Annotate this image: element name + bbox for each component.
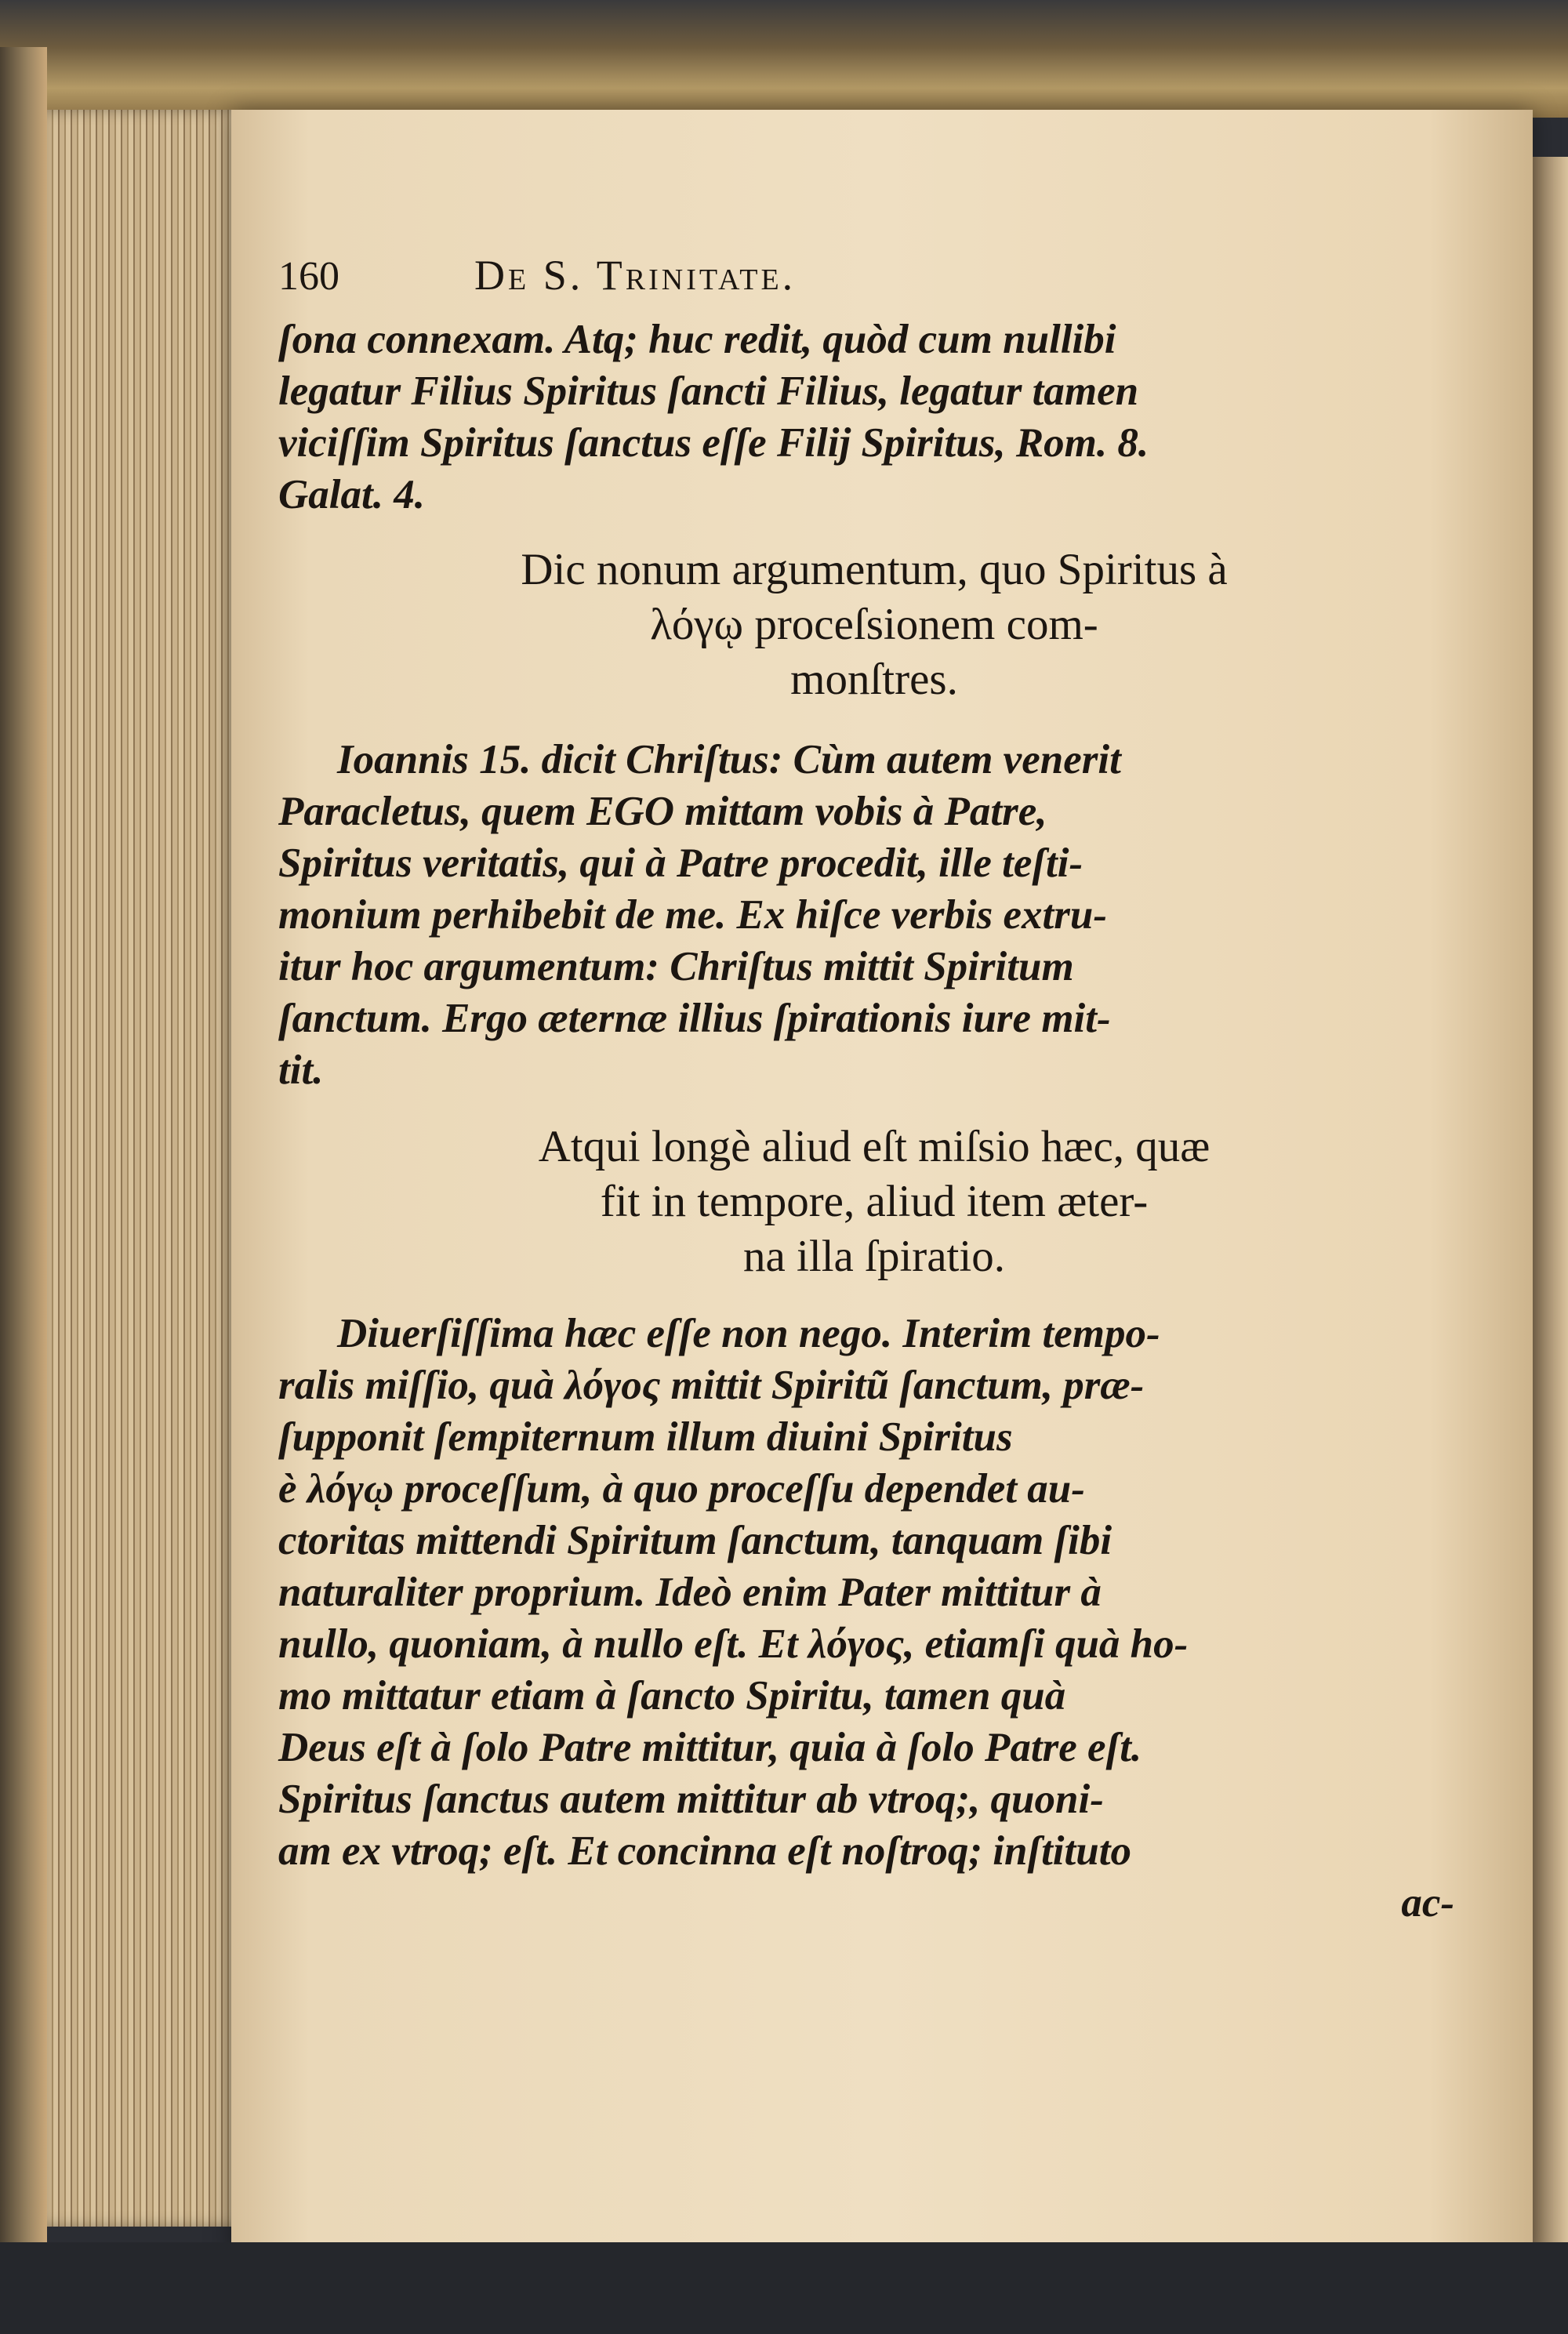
text-line: Diuerſiſſima hæc eſſe non nego. Interim tempo- [337, 1311, 1160, 1356]
text-line: Galat. 4. [278, 472, 425, 517]
text-line: Deus eſt à ſolo Patre mittitur, quia à ſolo Patre eſt. [278, 1725, 1142, 1770]
text-line: Paracletus, quem EGO mittam vobis à Patre, [278, 789, 1047, 834]
text-line: Ioannis 15. dicit Chriſtus: Cùm autem venerit [337, 737, 1121, 782]
question-heading [278, 543, 1470, 707]
text-line: ctoritas mittendi Spiritum ſanctum, tanquam ſibi [278, 1518, 1112, 1563]
text-line: Spiritus veritatis, qui à Patre procedit, ille teſti- [278, 840, 1083, 886]
text-line: am ex vtroq; eſt. Et concinna eſt noſtroq; inſtituto [278, 1828, 1131, 1874]
text-line: naturaliter proprium. Ideò enim Pater mittitur à [278, 1570, 1102, 1615]
background-shadow [0, 2242, 1568, 2334]
book-spine-edge [0, 47, 47, 2242]
text-line: mo mittatur etiam à ſancto Spiritu, tamen quà [278, 1673, 1066, 1719]
text-line: nullo, quoniam, à nullo eſt. Et λόγος, etiamſi quà ho- [278, 1621, 1189, 1667]
paragraph-continuation [278, 314, 1470, 521]
text-line: è λόγῳ proceſſum, à quo proceſſu dependet au- [278, 1466, 1085, 1512]
text-line: legatur Filius Spiritus ſancti Filius, legatur tamen [278, 368, 1139, 414]
text-line: monium perhibebit de me. Ex hiſce verbis extru- [278, 892, 1107, 938]
question-line: λόγῳ proceſsionem com- [650, 600, 1098, 649]
question-heading [278, 1120, 1470, 1284]
question-line: Atqui longè aliud eſt miſsio hæc, quæ [538, 1122, 1210, 1171]
question-line: Dic nonum argumentum, quo Spiritus à [521, 545, 1228, 594]
book-cover-top [0, 0, 1568, 118]
text-line: ſupponit ſempiternum illum diuini Spiritus [278, 1414, 1013, 1460]
facing-page-edge [1533, 157, 1568, 2258]
text-line: ralis miſſio, quà λόγος mittit Spiritũ ſanctum, præ- [278, 1363, 1145, 1408]
catchword: ac- [1401, 1880, 1454, 1926]
page-block-edges [47, 110, 243, 2227]
question-line: fit in tempore, aliud item æter- [600, 1177, 1149, 1226]
answer-paragraph [278, 734, 1470, 1096]
running-header [278, 251, 1470, 314]
question-line: monſtres. [790, 655, 958, 704]
running-title: De S. Trinitate. [474, 252, 797, 299]
text-line: ſona connexam. Atq; huc redit, quòd cum nullibi [278, 317, 1116, 362]
text-line: viciſſim Spiritus ſanctus eſſe Filij Spiritus, Rom. 8. [278, 420, 1149, 466]
text-line: ſanctum. Ergo æternæ illius ſpirationis iure mit- [278, 996, 1111, 1041]
text-line: Spiritus ſanctus autem mittitur ab vtroq;, quoni- [278, 1777, 1104, 1822]
page-number: 160 [278, 254, 339, 299]
answer-paragraph [278, 1308, 1470, 1877]
text-line: itur hoc argumentum: Chriſtus mittit Spiritum [278, 944, 1074, 989]
text-line: tit. [278, 1047, 324, 1093]
question-line: na illa ſpiratio. [743, 1232, 1005, 1281]
page-text [278, 251, 1470, 1929]
